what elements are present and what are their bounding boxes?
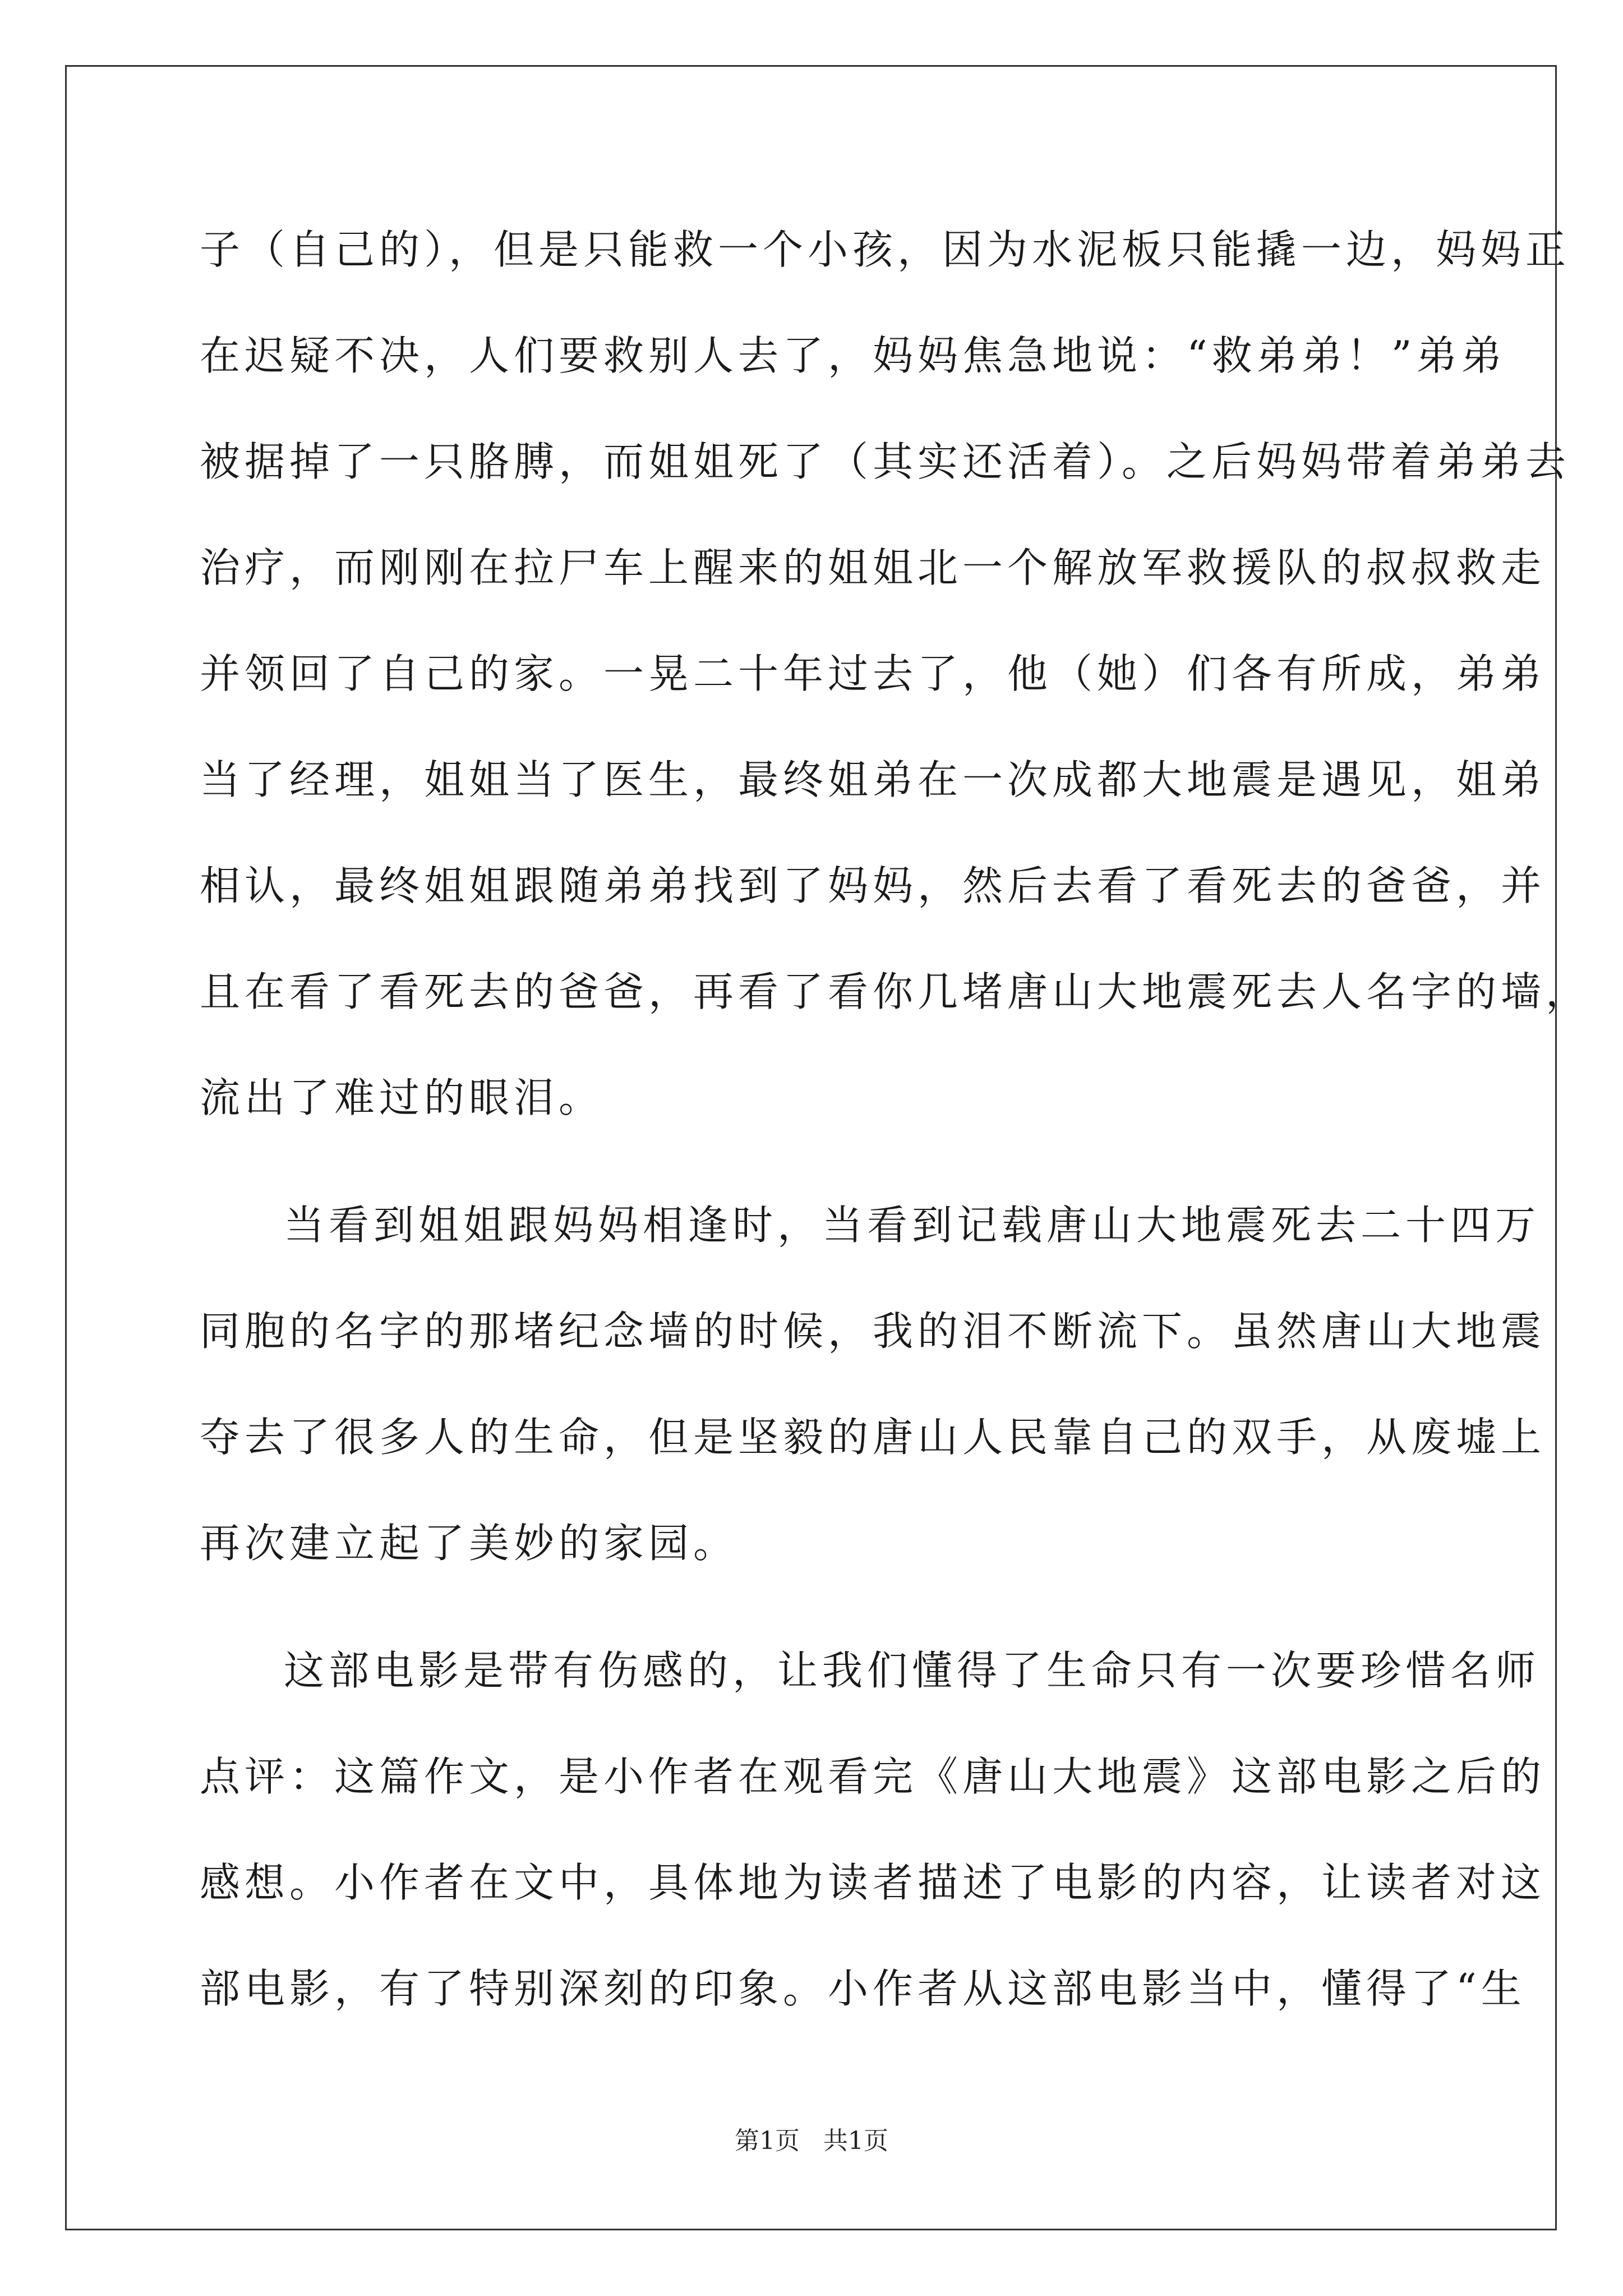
text-line: 在迟疑不决，人们要救别人去了，妈妈焦急地说：“救弟弟！”弟弟 [200, 332, 1506, 379]
text-line: 且在看了看死去的爸爸，再看了看你几堵唐山大地震死去人名字的墙， [200, 968, 1591, 1015]
text-line: 当了经理，姐姐当了医生，最终姐弟在一次成都大地震是遇见，姐弟 [200, 756, 1546, 803]
text-line: 治疗，而刚刚在拉尸车上醒来的姐姐北一个解放军救援队的叔叔救走 [200, 544, 1546, 591]
text-line: 部电影，有了特别深刻的印象。小作者从这部电影当中，懂得了“生 [200, 1965, 1526, 2012]
text-line: 子（自己的），但是只能救一个小孩，因为水泥板只能撬一边，妈妈正 [200, 226, 1571, 273]
text-line: 同胞的名字的那堵纪念墙的时候，我的泪不断流下。虽然唐山大地震 [200, 1308, 1546, 1355]
paragraph-first-line: 这部电影是带有伤感的，让我们懂得了生命只有一次要珍惜名师 [284, 1647, 1541, 1694]
page-footer: 第1页 共1页 [735, 2127, 888, 2155]
document-body [200, 208, 1591, 2053]
text-line: 相认，最终姐姐跟随弟弟找到了妈妈，然后去看了看死去的爸爸，并 [200, 862, 1546, 909]
text-line: 点评：这篇作文，是小作者在观看完《唐山大地震》这部电影之后的 [200, 1753, 1546, 1800]
text-line: 并领回了自己的家。一晃二十年过去了，他（她）们各有所成，弟弟 [200, 650, 1546, 697]
text-line: 流出了难过的眼泪。 [200, 1074, 604, 1121]
text-line: 夺去了很多人的生命，但是坚毅的唐山人民靠自己的双手，从废墟上 [200, 1414, 1546, 1461]
text-line: 被据掉了一只胳膊，而姐姐死了（其实还活着）。之后妈妈带着弟弟去 [200, 438, 1571, 485]
paragraph-first-line: 当看到姐姐跟妈妈相逢时，当看到记载唐山大地震死去二十四万 [284, 1202, 1541, 1249]
text-line: 再次建立起了美妙的家园。 [200, 1520, 739, 1567]
text-line: 感想。小作者在文中，具体地为读者描述了电影的内容，让读者对这 [200, 1859, 1546, 1906]
